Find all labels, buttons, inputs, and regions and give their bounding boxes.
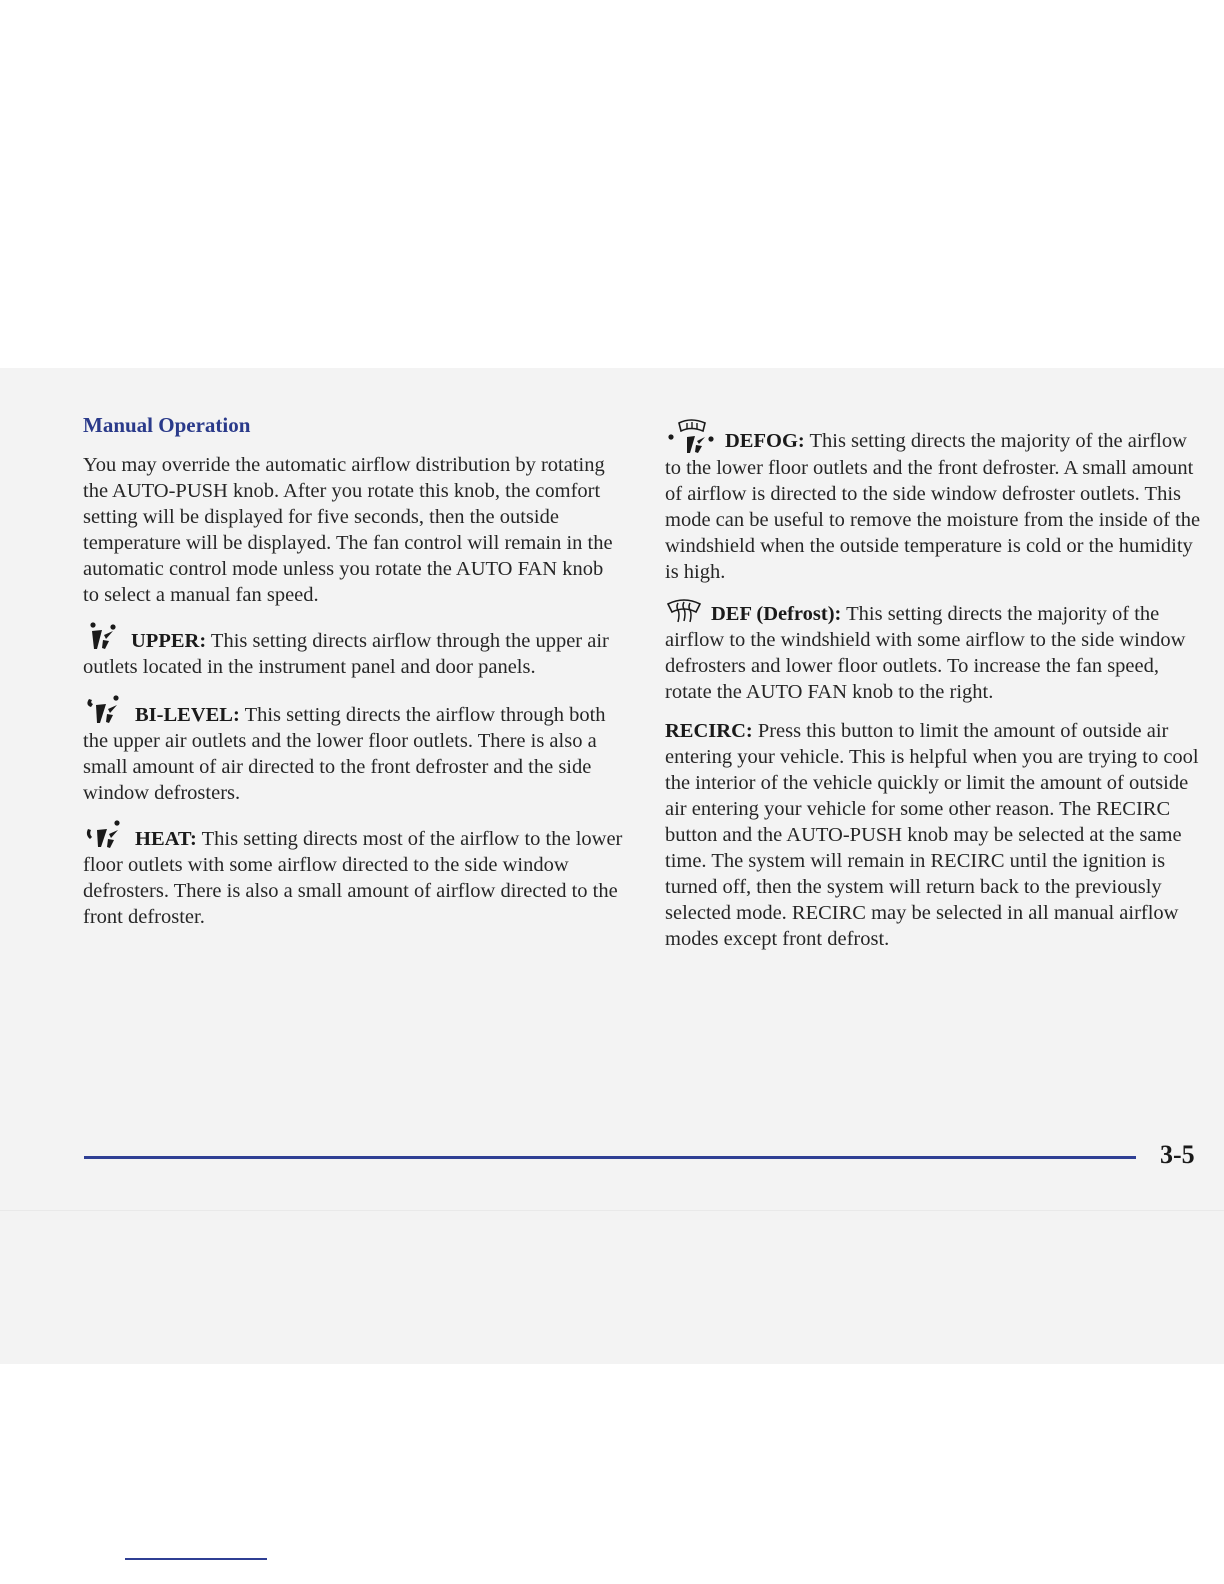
- recirc-text: Press this button to limit the amount of outside air entering your vehicle. This is helpful when you are trying to cool the interior of the vehicle quickly or limit the amount of outside air entering your vehicle for some other reason. The RECIRC button and the AUTO-PUSH knob may be selected at the same time. The system will remain in RECIRC until the ignition is turned off, then the system will return back to the previously selected mode. RECIRC may be selected in all manual airflow modes except front defrost.: [665, 720, 1199, 950]
- def-text: This setting directs the majority of the airflow to the windshield with some airflow to the side window defrosters and lower floor outlets. To increase the fan speed, rotate the AUTO FAN knob to the right.: [665, 603, 1186, 703]
- heat-airflow-icon: [83, 819, 127, 849]
- scan-edge-line: [0, 1210, 1224, 1211]
- bilevel-mode-paragraph: [83, 693, 623, 806]
- upper-mode-paragraph: [83, 621, 623, 680]
- footer-rule: [84, 1156, 1136, 1159]
- def-mode-paragraph: [665, 598, 1205, 705]
- bottom-stub-rule: [125, 1558, 267, 1560]
- heat-mode-paragraph: [83, 819, 623, 930]
- def-label: DEF (Defrost):: [711, 603, 842, 625]
- defrost-icon: [665, 598, 703, 624]
- defog-airflow-icon: [665, 415, 717, 455]
- recirc-paragraph: [665, 718, 1205, 952]
- defog-mode-paragraph: [665, 415, 1205, 585]
- defog-label: DEFOG:: [725, 430, 805, 452]
- section-heading: Manual Operation: [83, 413, 251, 437]
- left-column: [83, 413, 623, 943]
- heat-text: This setting directs most of the airflow to the lower floor outlets with some airflow directed to the side window defrosters. There is also a small amount of airflow directed to the front defroster.: [83, 828, 623, 928]
- upper-label: UPPER:: [131, 630, 207, 652]
- upper-text: This setting directs airflow through the upper air outlets located in the instrument panel and door panels.: [83, 630, 609, 678]
- defog-text: This setting directs the majority of the airflow to the lower floor outlets and the front defroster. A small amount of airflow is directed to the side window defroster outlets. This mode can be useful to remove the moisture from the inside of the windshield when the outside temperature is cold or the humidity is high.: [665, 430, 1201, 583]
- bilevel-text: This setting directs the airflow through both the upper air outlets and the lower floor outlets. There is also a small amount of air directed to the front defroster and the side window defrosters.: [83, 704, 606, 804]
- right-column: [665, 413, 1205, 965]
- bi-level-airflow-icon: [83, 693, 127, 725]
- upper-airflow-icon: [83, 621, 123, 651]
- bilevel-label: BI-LEVEL:: [135, 704, 240, 726]
- recirc-label: RECIRC:: [665, 720, 753, 742]
- page-number: 3-5: [1160, 1140, 1195, 1169]
- intro-paragraph: You may override the automatic airflow distribution by rotating the AUTO-PUSH knob. After you rotate this knob, the comfort setting will be displayed for five seconds, then the outside temperature will be displayed. The fan control will remain in the automatic control mode unless you rotate the AUTO FAN knob to select a manual fan speed.: [83, 454, 613, 606]
- heat-label: HEAT:: [135, 828, 197, 850]
